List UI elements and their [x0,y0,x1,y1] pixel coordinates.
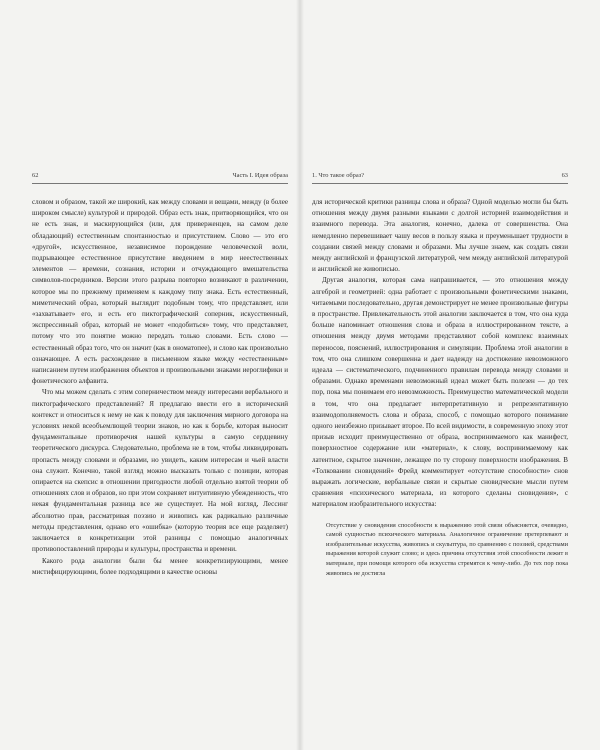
left-page-header [32,172,288,184]
left-running-head: Часть I. Идея образа [232,172,288,179]
left-paragraph-1: словом и образом, такой же широкий, как между словами и вещами, между (в более широком смысле) культурой и природой. Образ есть знак, притворяющийся, что он не есть знак, и маскирующийся (или, для приверженцев, на самом деле обладающий) естественным спонтанностью и присутствием. Слово — это его «другой», искусственное, независимое порождение человеческой воли, подрывающее естественное присутствие введением в мир неестественных элементов — времени, сознания, истории и отчуждающего вмешательства символов-посредников. Версии этого разрыва повторно возникают в различении, которое мы по прежнему применяем к каждому типу знака. Есть естественный, миметический образ, который выглядит подобным тому, что представляет, или «захватывает» его, и есть его пиктографический соперник, искусственный, экспрессивный образ, который не может «подобиться» тому, что представляет, потому что это понятие можно передать только словами. Есть слово — естественный образ того, что он значит (как в ономатопее), и слово как произвольно означающее. А есть расхождение в письменном языке между «естественным» написанием путем изображения объектов и произвольными знаками иероглифики и фонетического алфавита. [32,198,288,386]
right-page-header [312,172,568,184]
book-gutter [296,0,304,750]
left-paragraph-3: Какого рода аналогии были бы менее конкретизирующими, менее мистифицирующими, более подходящими в качестве основы [32,556,288,576]
right-body-text [312,197,568,511]
right-running-head: 1. Что такое образ? [312,172,365,179]
right-page [300,0,600,750]
block-quote: Отсутствие у сновидения способности к выражению этой связи объясняется, очевидно, самой сущностью психического материала. Аналогичное ограничение претерпевают и изобразительные искусства, живопись и скульптура, по сравнению с поэзией, средствами выражения которой служит слово; и здесь причина отсутствия этой способности лежит в материале, при помощи которого оба искусства стремятся к чему-либо. До тех пор пока живопись не достигла [326,521,568,577]
left-body-text [32,197,288,578]
right-paragraph-2: Другая аналогия, которая сама напрашивается, — это отношения между алгеброй и геометрией: одна работает с произвольными фонетическими знаками, читаемыми последовательно, другая демонстрирует не менее произвольные фигуры в пространстве. Привлекательность этой аналогии заключается в том, что она куда больше напоминает отношения слова и образа в иллюстрированном тексте, а отношения между двумя методами представляют собой комплекс взаимных переносов, пояснений, иллюстрирования и симуляции. Проблема этой аналогии в том, что она слишком совершенна и дает надежду на достижение невозможного идеала — систематического, подчиненного правилам перевода между словами и образами. Однако временами невозможный идеал может быть полезен — до тех пор, пока мы понимаем его невозможность. Преимущество математической модели в том, что она предлагает интерпретативную и репрезентативную взаимодополняемость слова и образа, способ, с помощью которого понимание одного неизбежно призывает второе. По всей видимости, в современную эпоху этот призыв исходит преимущественно от образа, воспринимаемого как манифест, поверхностное содержание или «материал», к слову, воспринимаемому как латентное, скрытое значение, лежащее по ту сторону поверхности изображения. В «Толковании сновидений» Фрейд комментирует «отсутствие способности» снов выражать логические, вербальные связи и скрытые сновидческие мысли путем сравнения «психического материала, из которого сделаны сновидения», с материалом изобразительного искусства: [312,276,568,509]
right-paragraph-1: для исторической критики разницы слова и образа? Одной моделью могли бы быть отношения между двумя разными языками с долгой историей взаимодействия и взаимного перевода. Эта аналогия, конечно, далека от совершенства. Она немедленно перевешивает чашу весов в пользу языка и преуменьшает трудности в создании связей между словами и образами. Мы лучше знаем, как создать связи между английской и французской литературой, чем между английской литературой и английской же живописью. [312,198,568,274]
left-paragraph-2: Что мы можем сделать с этим соперничеством между интересами вербального и пиктографического представлений? Я предлагаю ввести его в исторический контекст и относиться к нему не как к поводу для заключения мирного договора на условиях некой всеобъемлющей теории знаков, но как к борьбе, которая выносит фундаментальные противоречия нашей культуры в самую сердцевину теоретического дискурса. Следовательно, проблема не в том, чтобы ликвидировать пропасть между словами и образами, но увидеть, каким интересам и чьей власти она служит. Конечно, такой взгляд можно высказать только с позиции, которая опирается на скепсис в отношении пригодности любой отдельно взятой теории об отношениях слов и образов, но при этом сохраняет интуитивную убежденность, что некая фундаментальная разница все же существует. На мой взгляд, Лессинг абсолютно прав, рассматривая поэзию и живопись как радикально различные методы представления, однако его «ошибка» (которую теория все еще разделяет) заключается в конкретизации этой разницы с помощью аналогичных противопоставлений природы и культуры, пространства и времени. [32,388,288,554]
right-page-number: 63 [561,172,568,179]
left-page-number: 62 [32,172,39,179]
